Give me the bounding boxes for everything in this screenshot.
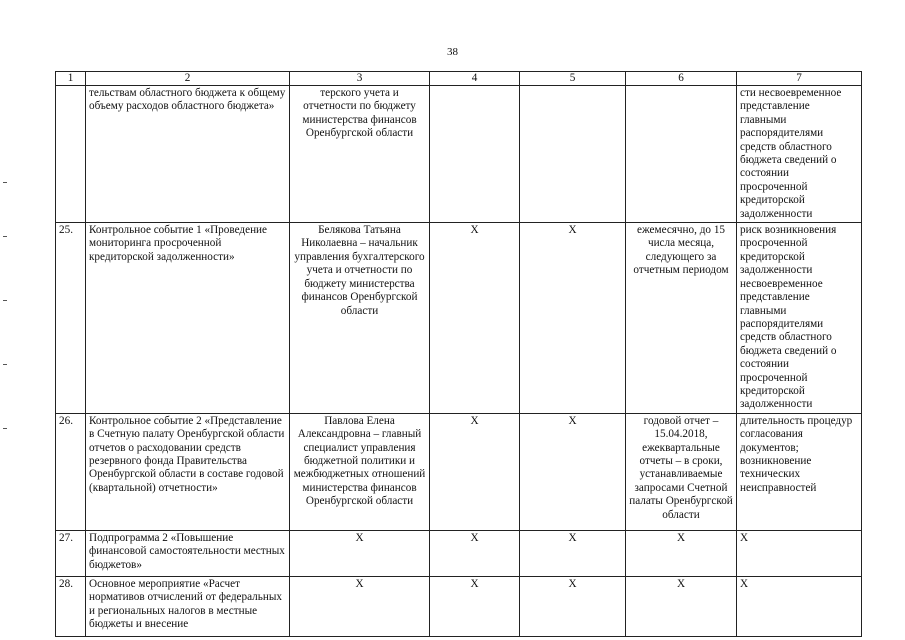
- risk: длительность процедур согласования документов; возникновение технических неисправностей: [737, 413, 862, 530]
- start-date: [430, 86, 520, 223]
- column-number: 6: [626, 72, 737, 86]
- responsible-person: Павлова Елена Александровна – главный специалист управления бюджетной политики и межбюджетных отношений министерства финансов Оренбургской области: [290, 413, 430, 530]
- end-date: [520, 86, 626, 223]
- risk: сти несвоевременное представление главными распорядителями средств областного бюджета сведений о состоянии просроченной кредиторской задолженности: [737, 86, 862, 223]
- activity-name: Контрольное событие 2 «Представление в Счетную палату Оренбургской области отчетов о расходовании средств резервного фонда Правительства Оренбургской области в составе годовой (квартальной) отчетности»: [86, 413, 290, 530]
- margin-mark: [3, 182, 7, 183]
- table-row: [56, 413, 862, 530]
- page-number: 38: [447, 46, 458, 58]
- column-number: 5: [520, 72, 626, 86]
- start-date: X: [430, 223, 520, 414]
- responsible-person: Белякова Татьяна Николаевна – начальник управления бухгалтерского учета и отчетности по бюджету министерства финансов Оренбургской области: [290, 223, 430, 414]
- deadline: X: [626, 576, 737, 636]
- row-number: 28.: [56, 576, 86, 636]
- row-number: 26.: [56, 413, 86, 530]
- deadline: X: [626, 530, 737, 576]
- responsible-person: X: [290, 530, 430, 576]
- end-date: X: [520, 223, 626, 414]
- end-date: X: [520, 530, 626, 576]
- risk: X: [737, 576, 862, 636]
- margin-mark: [3, 364, 7, 365]
- row-number: 27.: [56, 530, 86, 576]
- column-number: 1: [56, 72, 86, 86]
- end-date: X: [520, 413, 626, 530]
- deadline: ежемесячно, до 15 числа месяца, следующего за отчетным периодом: [626, 223, 737, 414]
- risk: X: [737, 530, 862, 576]
- table-row: [56, 86, 862, 223]
- start-date: X: [430, 413, 520, 530]
- start-date: X: [430, 576, 520, 636]
- activity-name: Контрольное событие 1 «Проведение мониторинга просроченной кредиторской задолженности»: [86, 223, 290, 414]
- responsible-person: терского учета и отчетности по бюджету министерства финансов Оренбургской области: [290, 86, 430, 223]
- margin-mark: [3, 428, 7, 429]
- activity-name: Подпрограмма 2 «Повышение финансовой самостоятельности местных бюджетов»: [86, 530, 290, 576]
- table-row: [56, 576, 862, 636]
- end-date: X: [520, 576, 626, 636]
- responsible-person: X: [290, 576, 430, 636]
- deadline: годовой отчет – 15.04.2018, ежеквартальные отчеты – в сроки, устанавливаемые запросами Счетной палаты Оренбургской области: [626, 413, 737, 530]
- column-number: 2: [86, 72, 290, 86]
- row-number: [56, 86, 86, 223]
- activities-table: [55, 71, 862, 637]
- activity-name: Основное мероприятие «Расчет нормативов отчислений от федеральных и региональных налогов в местные бюджеты и внесение: [86, 576, 290, 636]
- table-row: [56, 530, 862, 576]
- column-number: 7: [737, 72, 862, 86]
- margin-mark: [3, 236, 7, 237]
- column-number: 4: [430, 72, 520, 86]
- table-row: [56, 223, 862, 414]
- risk: риск возникновения просроченной кредиторской задолженности несвоевременное представление главными распорядителями средств областного бюджета сведений о состоянии просроченной кредиторской задолженности: [737, 223, 862, 414]
- deadline: [626, 86, 737, 223]
- column-number-row: [56, 72, 862, 86]
- activity-name: тельствам областного бюджета к общему объему расходов областного бюджета»: [86, 86, 290, 223]
- start-date: X: [430, 530, 520, 576]
- column-number: 3: [290, 72, 430, 86]
- row-number: 25.: [56, 223, 86, 414]
- margin-mark: [3, 300, 7, 301]
